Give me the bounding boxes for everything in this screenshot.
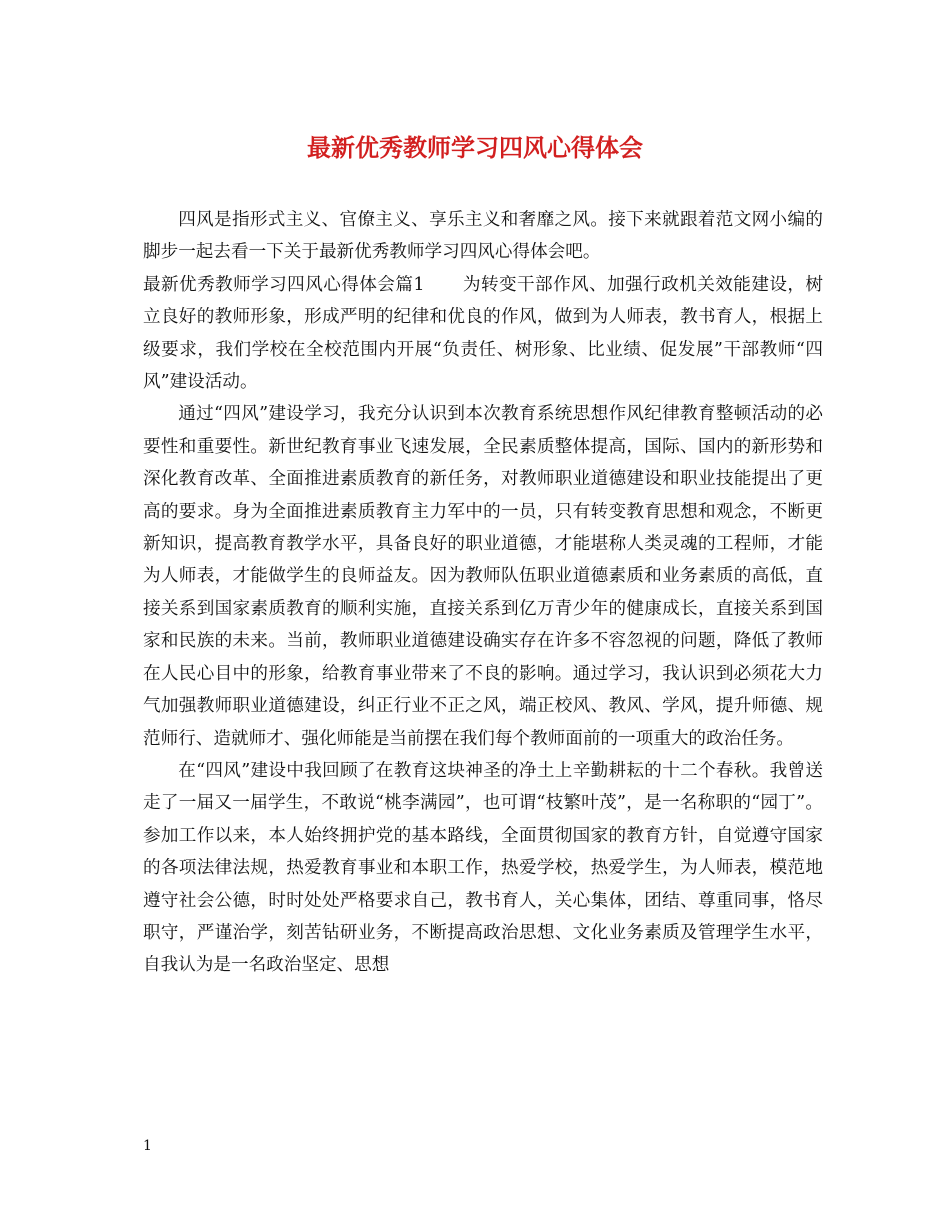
section-first-paragraph: 为转变干部作风、加强行政机关效能建设，树立良好的教师形象，形成严明的纪律和优良的作风，做到为人师表，教书育人，根据上级要求，我们学校在全校范围内开展“负责任、树形象、比业绩、促发展”干部教师“四风”建设活动。 (143, 274, 823, 393)
document-body (143, 204, 823, 982)
intro-paragraph: 四风是指形式主义、官僚主义、享乐主义和奢靡之风。接下来就跟着范文网小编的脚步一起去看一下关于最新优秀教师学习四风心得体会吧。 (143, 210, 823, 263)
document-title: 最新优秀教师学习四风心得体会 (307, 133, 643, 162)
body-paragraph-3: 在“四风”建设中我回顾了在教育这块神圣的净土上辛勤耕耘的十二个春秋。我曾送走了一届又一届学生，不敢说“桃李满园”，也可谓“枝繁叶茂”，是一名称职的“园丁”。参加工作以来，本人始终拥护党的基本路线，全面贯彻国家的教育方针，自觉遵守国家的各项法律法规，热爱教育事业和本职工作，热爱学校，热爱学生，为人师表，模范地遵守社会公德，时时处处严格要求自己，教书育人，关心集体，团结、尊重同事，恪尽职守，严谨治学，刻苦钻研业务，不断提高政治思想、文化业务素质及管理学生水平，自我认为是一名政治坚定、思想 (143, 760, 823, 976)
page-number: 1 (143, 1138, 152, 1154)
section-heading: 最新优秀教师学习四风心得体会篇1 (143, 274, 425, 295)
body-paragraph-2: 通过“四风”建设学习，我充分认识到本次教育系统思想作风纪律教育整顿活动的必要性和重要性。新世纪教育事业飞速发展，全民素质整体提高，国际、国内的新形势和深化教育改革、全面推进素质教育的新任务，对教师职业道德建设和职业技能提出了更高的要求。身为全面推进素质教育主力军中的一员，只有转变教育思想和观念，不断更新知识，提高教育教学水平，具备良好的职业道德，才能堪称人类灵魂的工程师，才能为人师表，才能做学生的良师益友。因为教师队伍职业道德素质和业务素质的高低，直接关系到国家素质教育的顺利实施，直接关系到亿万青少年的健康成长，直接关系到国家和民族的未来。当前，教师职业道德建设确实存在许多不容忽视的问题，降低了教师在人民心目中的形象，给教育事业带来了不良的影响。通过学习，我认识到必须花大力气加强教师职业道德建设，纠正行业不正之风，端正校风、教风、学风，提升师德、规范师行、造就师才、强化师能是当前摆在我们每个教师面前的一项重大的政治任务。 (143, 404, 823, 749)
section-paragraph (143, 269, 823, 399)
